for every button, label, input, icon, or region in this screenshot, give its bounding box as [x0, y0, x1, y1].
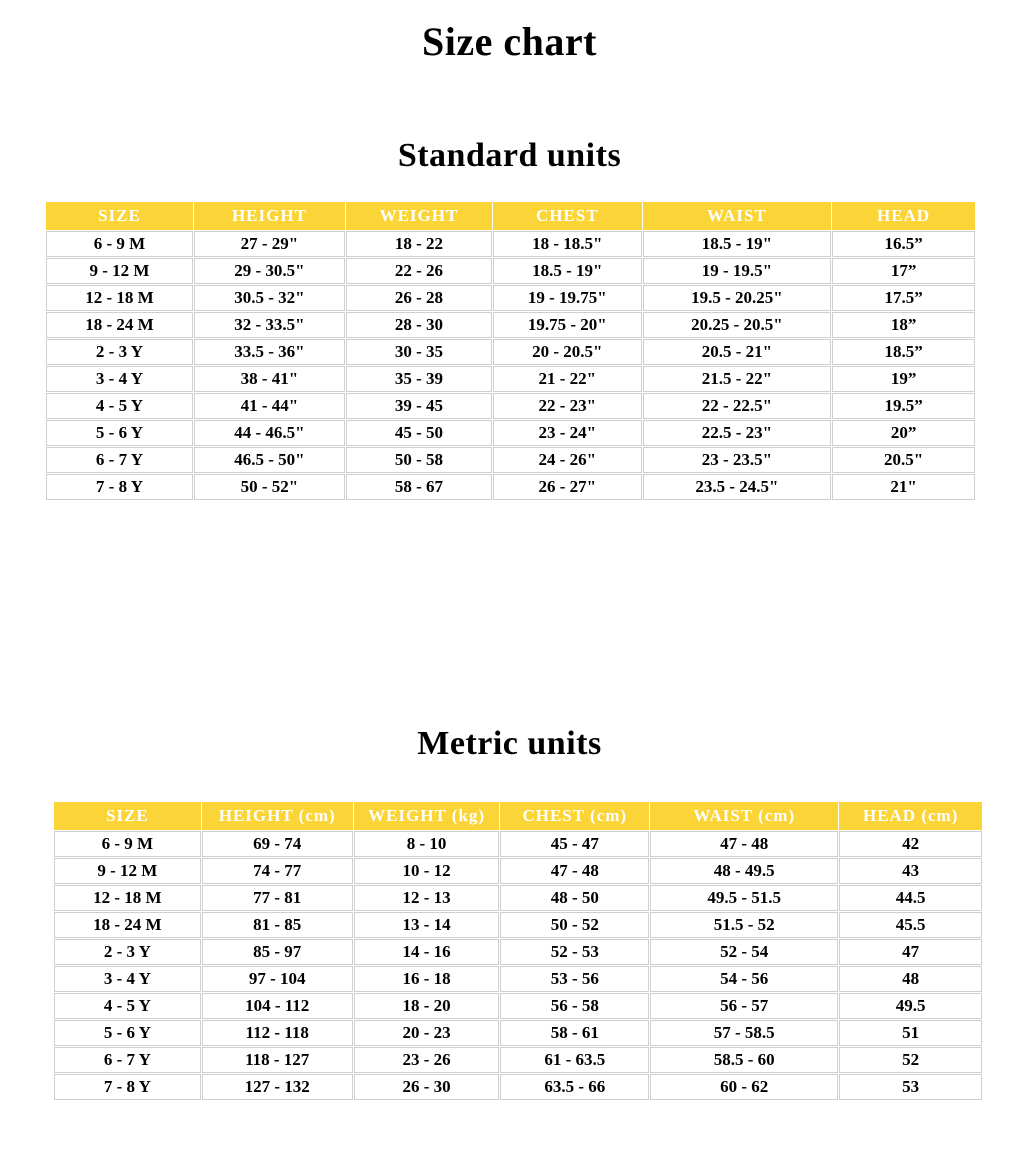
- table-cell: 18.5”: [832, 339, 975, 365]
- page-title: Size chart: [422, 19, 597, 64]
- table-cell: 44.5: [839, 885, 982, 911]
- table-cell: 58 - 61: [500, 1020, 649, 1046]
- table-cell: 9 - 12 M: [46, 258, 193, 284]
- table-cell: 77 - 81: [202, 885, 353, 911]
- table-cell: 26 - 27": [493, 474, 642, 500]
- table-cell: 3 - 4 Y: [54, 966, 201, 992]
- table-row: [54, 939, 982, 965]
- table-cell: 18 - 24 M: [46, 312, 193, 338]
- standard-units-table: [45, 201, 976, 501]
- table-row: [54, 858, 982, 884]
- table-cell: 28 - 30: [346, 312, 492, 338]
- table-cell: 52: [839, 1047, 982, 1073]
- table-cell: 4 - 5 Y: [46, 393, 193, 419]
- table-cell: 2 - 3 Y: [54, 939, 201, 965]
- table-cell: 17”: [832, 258, 975, 284]
- table-row: [54, 912, 982, 938]
- table-cell: 42: [839, 831, 982, 857]
- table-cell: 53 - 56: [500, 966, 649, 992]
- table-cell: 26 - 30: [354, 1074, 500, 1100]
- table-cell: 60 - 62: [650, 1074, 838, 1100]
- table-cell: 14 - 16: [354, 939, 500, 965]
- table-cell: 74 - 77: [202, 858, 353, 884]
- table-cell: 46.5 - 50": [194, 447, 345, 473]
- table-cell: 23.5 - 24.5": [643, 474, 831, 500]
- table-cell: 63.5 - 66: [500, 1074, 649, 1100]
- table-cell: 61 - 63.5: [500, 1047, 649, 1073]
- table-cell: 47: [839, 939, 982, 965]
- table-cell: 9 - 12 M: [54, 858, 201, 884]
- table-cell: 24 - 26": [493, 447, 642, 473]
- table-cell: 20.5 - 21": [643, 339, 831, 365]
- column-header: HEAD: [832, 202, 975, 230]
- table-cell: 51.5 - 52: [650, 912, 838, 938]
- table-row: [46, 393, 975, 419]
- standard-table-body: [46, 231, 975, 500]
- table-cell: 104 - 112: [202, 993, 353, 1019]
- table-cell: 19 - 19.75": [493, 285, 642, 311]
- table-row: [54, 966, 982, 992]
- table-cell: 58 - 67: [346, 474, 492, 500]
- table-cell: 38 - 41": [194, 366, 345, 392]
- table-row: [46, 447, 975, 473]
- table-cell: 7 - 8 Y: [54, 1074, 201, 1100]
- table-cell: 6 - 7 Y: [46, 447, 193, 473]
- table-cell: 22 - 23": [493, 393, 642, 419]
- table-row: [46, 366, 975, 392]
- table-row: [46, 231, 975, 257]
- table-cell: 18 - 24 M: [54, 912, 201, 938]
- table-row: [46, 339, 975, 365]
- table-row: [54, 1074, 982, 1100]
- table-cell: 44 - 46.5": [194, 420, 345, 446]
- table-cell: 45 - 50: [346, 420, 492, 446]
- table-cell: 45 - 47: [500, 831, 649, 857]
- table-row: [46, 474, 975, 500]
- table-row: [46, 258, 975, 284]
- table-cell: 18 - 20: [354, 993, 500, 1019]
- table-cell: 52 - 53: [500, 939, 649, 965]
- table-cell: 22.5 - 23": [643, 420, 831, 446]
- table-cell: 18 - 22: [346, 231, 492, 257]
- table-cell: 6 - 9 M: [54, 831, 201, 857]
- table-cell: 21": [832, 474, 975, 500]
- column-header: WAIST (cm): [650, 802, 838, 830]
- table-cell: 48 - 49.5: [650, 858, 838, 884]
- table-cell: 20 - 23: [354, 1020, 500, 1046]
- table-cell: 20.25 - 20.5": [643, 312, 831, 338]
- table-cell: 52 - 54: [650, 939, 838, 965]
- table-cell: 97 - 104: [202, 966, 353, 992]
- table-cell: 21 - 22": [493, 366, 642, 392]
- table-cell: 26 - 28: [346, 285, 492, 311]
- table-cell: 7 - 8 Y: [46, 474, 193, 500]
- table-cell: 48: [839, 966, 982, 992]
- table-cell: 112 - 118: [202, 1020, 353, 1046]
- table-cell: 54 - 56: [650, 966, 838, 992]
- table-cell: 49.5 - 51.5: [650, 885, 838, 911]
- table-cell: 8 - 10: [354, 831, 500, 857]
- table-cell: 18 - 18.5": [493, 231, 642, 257]
- table-cell: 50 - 58: [346, 447, 492, 473]
- table-cell: 21.5 - 22": [643, 366, 831, 392]
- metric-units-section: [0, 725, 1019, 1101]
- table-cell: 30.5 - 32": [194, 285, 345, 311]
- table-cell: 41 - 44": [194, 393, 345, 419]
- table-cell: 23 - 23.5": [643, 447, 831, 473]
- metric-units-heading: Metric units: [417, 725, 602, 762]
- table-cell: 5 - 6 Y: [54, 1020, 201, 1046]
- table-cell: 22 - 22.5": [643, 393, 831, 419]
- table-cell: 30 - 35: [346, 339, 492, 365]
- table-cell: 50 - 52": [194, 474, 345, 500]
- table-cell: 45.5: [839, 912, 982, 938]
- column-header: WEIGHT (kg): [354, 802, 500, 830]
- table-cell: 10 - 12: [354, 858, 500, 884]
- column-header: WEIGHT: [346, 202, 492, 230]
- table-cell: 20.5": [832, 447, 975, 473]
- table-cell: 12 - 13: [354, 885, 500, 911]
- table-row: [54, 831, 982, 857]
- table-cell: 50 - 52: [500, 912, 649, 938]
- table-row: [54, 993, 982, 1019]
- table-row: [54, 1047, 982, 1073]
- table-row: [54, 1020, 982, 1046]
- column-header: SIZE: [54, 802, 201, 830]
- table-cell: 4 - 5 Y: [54, 993, 201, 1019]
- standard-units-section: [0, 137, 1019, 501]
- table-cell: 19.5 - 20.25": [643, 285, 831, 311]
- table-cell: 22 - 26: [346, 258, 492, 284]
- table-cell: 12 - 18 M: [46, 285, 193, 311]
- table-cell: 20 - 20.5": [493, 339, 642, 365]
- table-row: [46, 312, 975, 338]
- table-cell: 58.5 - 60: [650, 1047, 838, 1073]
- column-header: WAIST: [643, 202, 831, 230]
- table-cell: 49.5: [839, 993, 982, 1019]
- table-cell: 20”: [832, 420, 975, 446]
- table-cell: 23 - 24": [493, 420, 642, 446]
- table-cell: 127 - 132: [202, 1074, 353, 1100]
- table-cell: 32 - 33.5": [194, 312, 345, 338]
- column-header: CHEST (cm): [500, 802, 649, 830]
- table-cell: 18.5 - 19": [643, 231, 831, 257]
- column-header: SIZE: [46, 202, 193, 230]
- table-cell: 19.75 - 20": [493, 312, 642, 338]
- table-cell: 51: [839, 1020, 982, 1046]
- column-header: HEIGHT (cm): [202, 802, 353, 830]
- metric-units-table: [53, 801, 983, 1101]
- table-cell: 56 - 58: [500, 993, 649, 1019]
- table-cell: 16.5”: [832, 231, 975, 257]
- metric-table-body: [54, 831, 982, 1100]
- table-cell: 19.5”: [832, 393, 975, 419]
- column-header: HEIGHT: [194, 202, 345, 230]
- table-cell: 85 - 97: [202, 939, 353, 965]
- table-cell: 19 - 19.5": [643, 258, 831, 284]
- table-cell: 118 - 127: [202, 1047, 353, 1073]
- table-cell: 29 - 30.5": [194, 258, 345, 284]
- table-cell: 48 - 50: [500, 885, 649, 911]
- table-row: [46, 285, 975, 311]
- table-row: [54, 885, 982, 911]
- table-row: [46, 420, 975, 446]
- standard-table-header-row: [46, 202, 975, 230]
- table-cell: 57 - 58.5: [650, 1020, 838, 1046]
- table-cell: 27 - 29": [194, 231, 345, 257]
- table-cell: 13 - 14: [354, 912, 500, 938]
- table-cell: 6 - 7 Y: [54, 1047, 201, 1073]
- table-cell: 33.5 - 36": [194, 339, 345, 365]
- standard-units-heading: Standard units: [397, 137, 622, 174]
- table-cell: 81 - 85: [202, 912, 353, 938]
- column-header: CHEST: [493, 202, 642, 230]
- table-cell: 2 - 3 Y: [46, 339, 193, 365]
- table-cell: 18.5 - 19": [493, 258, 642, 284]
- table-cell: 6 - 9 M: [46, 231, 193, 257]
- table-cell: 17.5”: [832, 285, 975, 311]
- table-cell: 56 - 57: [650, 993, 838, 1019]
- table-cell: 16 - 18: [354, 966, 500, 992]
- table-cell: 43: [839, 858, 982, 884]
- table-cell: 12 - 18 M: [54, 885, 201, 911]
- table-cell: 19”: [832, 366, 975, 392]
- table-cell: 47 - 48: [500, 858, 649, 884]
- table-cell: 18”: [832, 312, 975, 338]
- table-cell: 53: [839, 1074, 982, 1100]
- table-cell: 23 - 26: [354, 1047, 500, 1073]
- column-header: HEAD (cm): [839, 802, 982, 830]
- table-cell: 69 - 74: [202, 831, 353, 857]
- table-cell: 3 - 4 Y: [46, 366, 193, 392]
- metric-table-header-row: [54, 802, 982, 830]
- table-cell: 35 - 39: [346, 366, 492, 392]
- table-cell: 47 - 48: [650, 831, 838, 857]
- table-cell: 5 - 6 Y: [46, 420, 193, 446]
- table-cell: 39 - 45: [346, 393, 492, 419]
